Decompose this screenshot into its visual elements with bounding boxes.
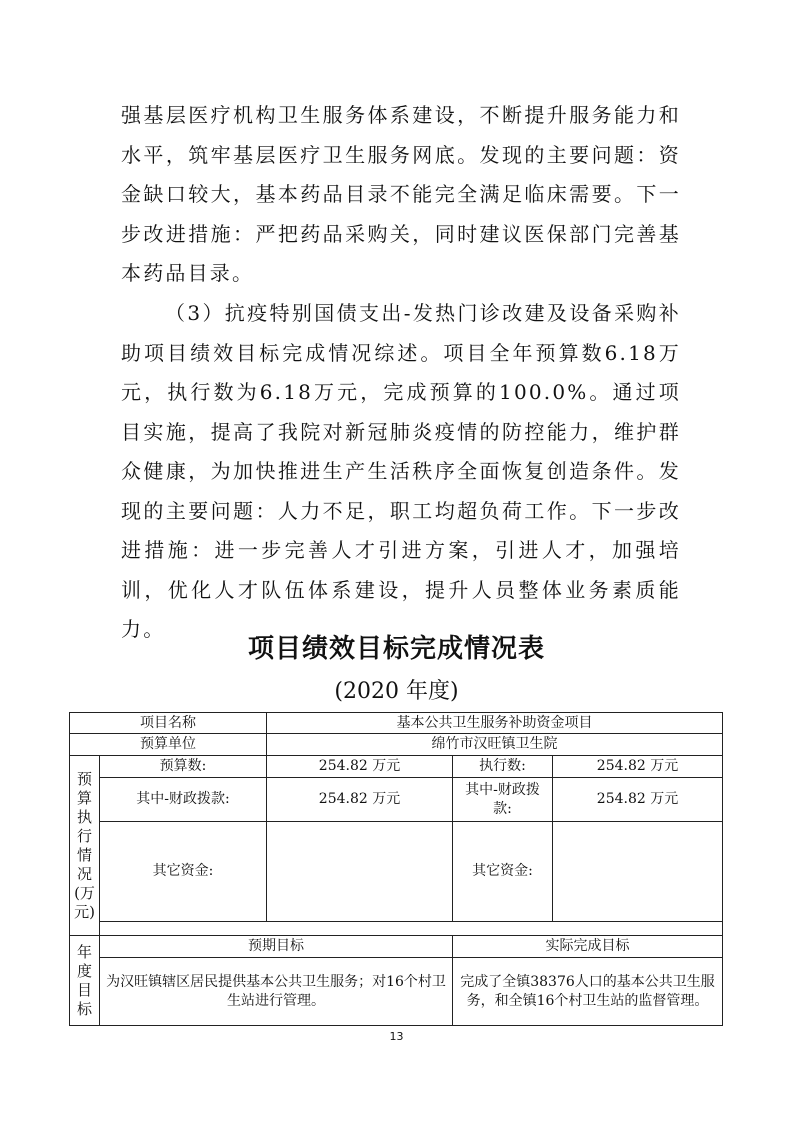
- performance-table: [69, 712, 723, 1026]
- fiscal-allocation-value: 254.82 万元: [267, 778, 453, 822]
- actual-goal-text: 完成了全镇38376人口的基本公共卫生服务，和全镇16个村卫生站的监督管理。: [453, 958, 723, 1026]
- other-funds-label-executed: 其它资金:: [453, 822, 553, 922]
- budget-amount-value: 254.82 万元: [267, 756, 453, 778]
- body-paragraph: 强基层医疗机构卫生服务体系建设，不断提升服务能力和水平，筑牢基层医疗卫生服务网底。发现的主要问题：资金缺口较大，基本药品目录不能完全满足临床需要。下一步改进措施：严把药品采购关，同时建议医保部门完善基本药品目录。: [121, 103, 681, 285]
- fiscal-allocation-label-executed: 其中-财政拨款:: [453, 778, 553, 822]
- budget-unit-label: 预算单位: [70, 734, 267, 756]
- execution-spacer: [100, 922, 723, 936]
- project-name-label: 项目名称: [70, 713, 267, 734]
- executed-amount-label: 执行数:: [453, 756, 553, 778]
- budget-unit-value: 绵竹市汉旺镇卫生院: [267, 734, 723, 756]
- table-title: 项目绩效目标完成情况表: [247, 634, 545, 664]
- expected-goal-header: 预期目标: [100, 936, 453, 958]
- actual-goal-header: 实际完成目标: [453, 936, 723, 958]
- fiscal-allocation-value-executed: 254.82 万元: [553, 778, 723, 822]
- table-subtitle: (2020 年度): [334, 679, 459, 704]
- annual-goal-label: 年度目标: [70, 936, 100, 1026]
- budget-execution-label: 预算执行情况(万元): [70, 756, 100, 936]
- project-name-value: 基本公共卫生服务补助资金项目: [267, 713, 723, 734]
- other-funds-label: 其它资金:: [100, 822, 267, 922]
- page-number: 13: [389, 1030, 404, 1043]
- body-paragraph: （3）抗疫特别国债支出-发热门诊改建及设备采购补助项目绩效目标完成情况综述。项目全年预算数6.18万元，执行数为6.18万元，完成预算的100.0%。通过项目实施，提高了我院对新冠肺炎疫情的防控能力，维护群众健康，为加快推进生产生活秩序全面恢复创造条件。发现的主要问题：人力不足，职工均超负荷工作。下一步改进措施：进一步完善人才引进方案，引进人才，加强培训，优化人才队伍体系建设，提升人员整体业务素质能力。: [121, 301, 681, 641]
- expected-goal-text: 为汉旺镇辖区居民提供基本公共卫生服务；对16个村卫生站进行管理。: [100, 958, 453, 1026]
- budget-amount-label: 预算数:: [100, 756, 267, 778]
- other-funds-value-executed: [553, 822, 723, 922]
- fiscal-allocation-label: 其中-财政拨款:: [100, 778, 267, 822]
- executed-amount-value: 254.82 万元: [553, 756, 723, 778]
- other-funds-value: [267, 822, 453, 922]
